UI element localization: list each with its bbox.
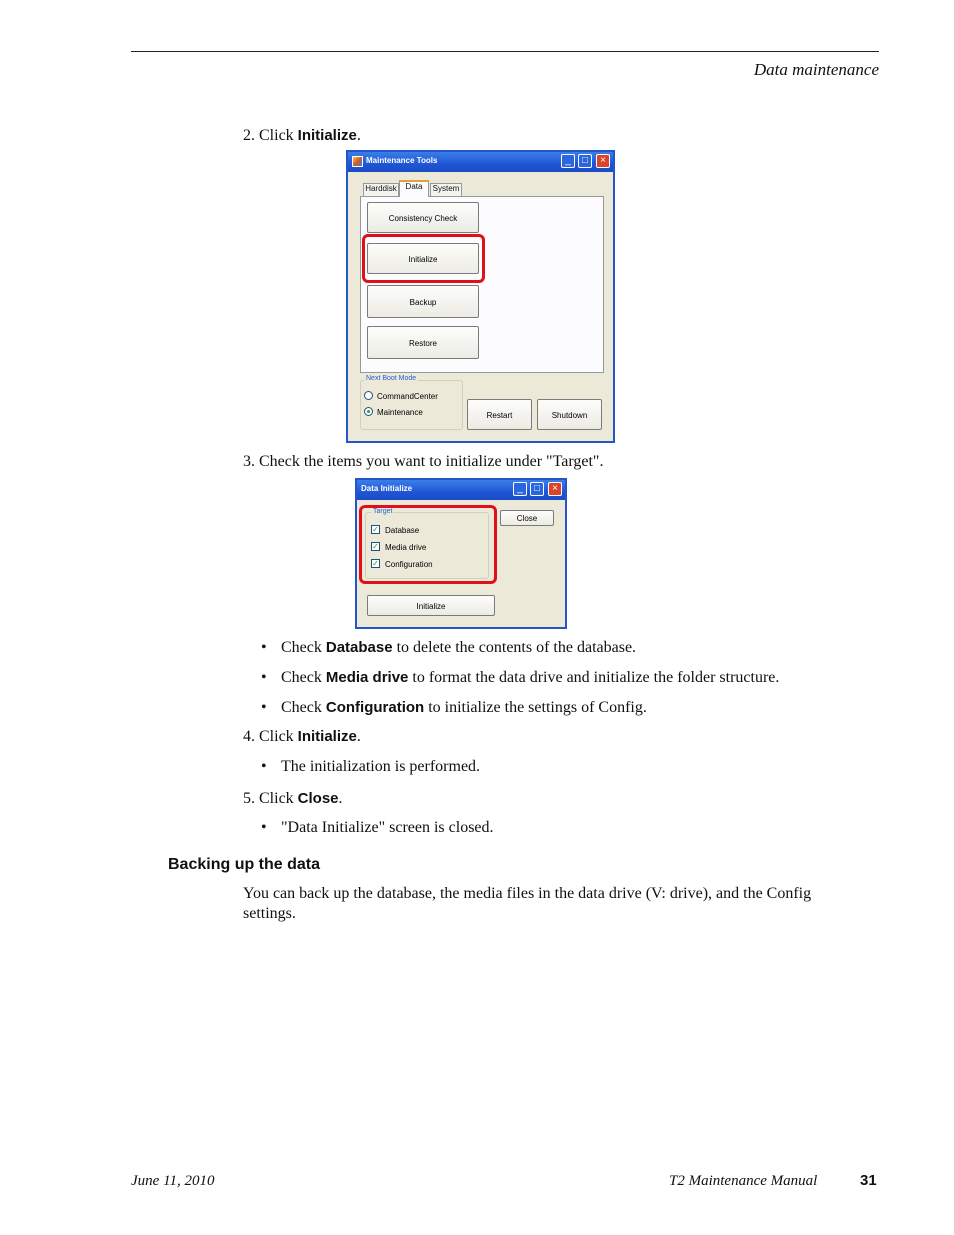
section-heading: Backing up the data xyxy=(168,856,321,873)
bullet-dot: • xyxy=(261,639,267,656)
restore-button[interactable]: Restore xyxy=(367,326,479,359)
bullet-dot: • xyxy=(261,699,267,716)
target-label: Target xyxy=(373,508,393,515)
bullet-configuration-post: to initialize the settings of Config. xyxy=(424,699,647,716)
bullet-database-bold: Database xyxy=(325,639,393,656)
bullet-configuration-pre: Check xyxy=(281,699,326,716)
close-icon[interactable]: × xyxy=(596,154,610,168)
bullet-screen-closed xyxy=(261,819,494,837)
backup-button[interactable]: Backup xyxy=(367,285,479,318)
minimize-icon[interactable]: _ xyxy=(561,154,575,168)
bullet-database-pre: Check xyxy=(281,639,326,656)
target-highlight xyxy=(359,505,497,584)
step-5-end: . xyxy=(338,790,343,807)
step-5-bold: Close xyxy=(297,790,339,807)
bullet-dot: • xyxy=(261,669,267,686)
checkbox-media-drive-label: Media drive xyxy=(385,543,427,552)
bullet-media-drive-pre: Check xyxy=(281,669,326,686)
data-initialize-title: Data Initialize xyxy=(361,484,413,493)
initialize-button[interactable]: Initialize xyxy=(367,243,479,274)
maintenance-tools-title: Maintenance Tools xyxy=(366,156,438,165)
step-2-prefix: 2. Click xyxy=(243,127,298,144)
bullet-dot: • xyxy=(261,758,267,775)
radio-maintenance[interactable] xyxy=(364,407,373,416)
step-2-bold: Initialize xyxy=(297,127,357,144)
tab-system[interactable]: System xyxy=(430,183,462,196)
restart-button[interactable]: Restart xyxy=(467,399,532,430)
footer-page-number: 31 xyxy=(860,1172,877,1189)
header-section-title: Data maintenance xyxy=(753,60,879,79)
data-initialize-window xyxy=(355,478,567,629)
bullet-database-post: to delete the contents of the database. xyxy=(392,639,637,656)
bullet-configuration-bold: Configuration xyxy=(325,699,425,716)
footer-title: T2 Maintenance Manual xyxy=(669,1173,818,1189)
data-initialize-titlebar xyxy=(357,480,565,500)
initialize-highlight xyxy=(362,234,485,283)
maximize-icon[interactable]: □ xyxy=(530,482,544,496)
checkbox-database-label: Database xyxy=(385,526,420,535)
bullet-media-drive-bold: Media drive xyxy=(325,669,409,686)
radio-commandcenter-label: CommandCenter xyxy=(377,392,438,401)
step-4-bold: Initialize xyxy=(297,728,357,745)
bullet-initialization-performed xyxy=(261,758,480,776)
step-4-prefix: 4. Click xyxy=(243,728,298,745)
bullet-screen-closed-text: "Data Initialize" screen is closed. xyxy=(281,819,494,836)
tab-data[interactable]: Data xyxy=(399,180,429,197)
step-2 xyxy=(243,127,361,145)
initialize-button[interactable]: Initialize xyxy=(367,595,495,616)
step-3: 3. Check the items you want to initialize under "Target". xyxy=(243,453,604,470)
checkbox-configuration[interactable]: ✓ xyxy=(372,559,379,568)
app-icon xyxy=(352,156,363,167)
header-rule xyxy=(131,51,879,52)
checkbox-database[interactable]: ✓ xyxy=(372,525,379,534)
maintenance-tools-titlebar xyxy=(348,152,613,172)
step-2-end: . xyxy=(356,127,361,144)
bullet-initialization-text: The initialization is performed. xyxy=(281,758,481,775)
tab-harddisk[interactable]: Harddisk xyxy=(363,183,399,196)
next-boot-mode-group xyxy=(360,380,463,430)
close-button[interactable]: Close xyxy=(500,510,554,526)
bullet-dot: • xyxy=(261,819,267,836)
bullet-configuration xyxy=(261,699,647,717)
step-5-prefix: 5. Click xyxy=(243,790,298,807)
maximize-icon[interactable]: □ xyxy=(578,154,592,168)
step-4 xyxy=(243,728,361,746)
bullet-media-drive-post: to format the data drive and initialize the folder structure. xyxy=(408,669,780,686)
checkbox-configuration-label: Configuration xyxy=(385,560,433,569)
radio-maintenance-label: Maintenance xyxy=(377,408,423,417)
step-4-end: . xyxy=(356,728,361,745)
bullet-media-drive xyxy=(261,669,779,687)
minimize-icon[interactable]: _ xyxy=(513,482,527,496)
radio-commandcenter[interactable] xyxy=(364,391,373,400)
consistency-check-button[interactable]: Consistency Check xyxy=(367,202,479,233)
next-boot-mode-label: Next Boot Mode xyxy=(366,375,417,382)
footer-date: June 11, 2010 xyxy=(131,1173,215,1189)
close-icon[interactable]: × xyxy=(548,482,562,496)
checkbox-media-drive[interactable]: ✓ xyxy=(372,542,379,551)
bullet-database xyxy=(261,639,636,657)
section-paragraph: You can back up the database, the media files in the data drive (V: drive), and the Config settings. xyxy=(243,885,812,922)
step-5 xyxy=(243,790,343,808)
shutdown-button[interactable]: Shutdown xyxy=(537,399,602,430)
maintenance-tools-window xyxy=(346,150,615,443)
